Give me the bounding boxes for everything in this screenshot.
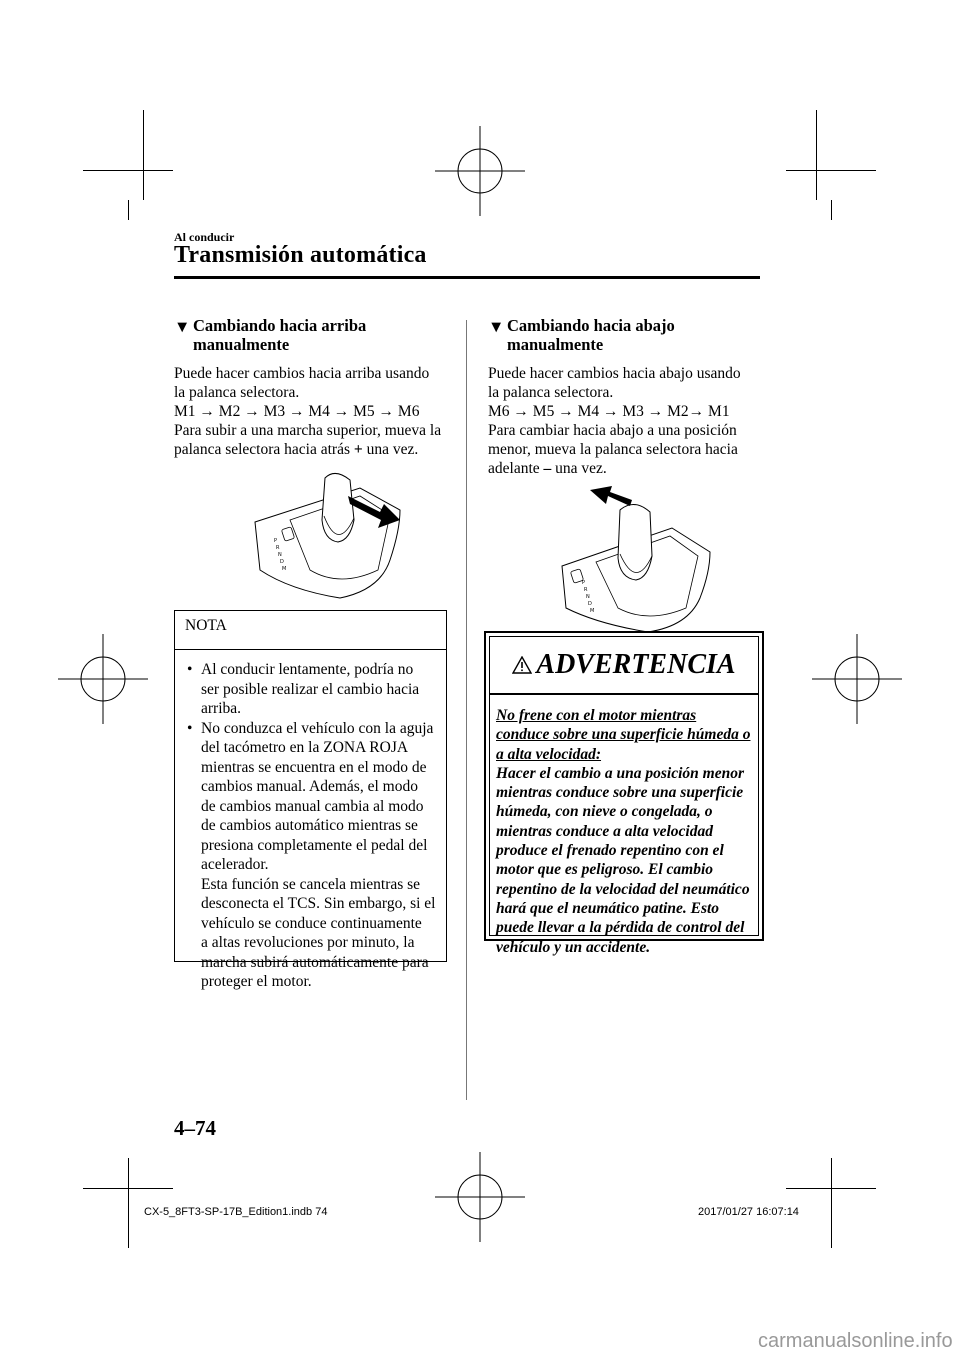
list-item: • No conduzca el vehículo con la aguja del tacómetro en la ZONA ROJA mientras se encuentra en el modo de cambios manual. Además, el modo de cambios manual cambia al modo de cambios automático mientras se presiona completamente el pedal del acelerador. Esta función se cancela mientras se desconecta el TCS. Sin embargo, si el vehículo se conduce continuamente a altas revoluciones por minuto, la marcha subirá automáticamente para proteger el motor. (187, 719, 436, 990)
warning-body: No frene con el motor mientras conduce sobre una superficie húmeda o a alta velocidad: Hacer el cambio a una posición menor mientras conduce sobre una superficie húmeda, con nieve o congelada, o mientras conduce a alta velocidad produce el frenado repentino con el motor que es peligroso. El cambio repentino de la velocidad del neumático hará que el neumático patine. Esto puede llevar a la pérdida de control del vehículo y un accidente. (496, 707, 751, 956)
svg-text:N: N (278, 552, 282, 558)
svg-text:P: P (582, 580, 586, 586)
right-column (488, 316, 768, 478)
triangle-down-icon: ▼ (174, 317, 191, 336)
note-box (174, 610, 447, 990)
list-item: • Al conducir lentamente, podría no ser posible realizar el cambio hacia arriba. (187, 661, 420, 717)
registration-mark-left (58, 634, 148, 724)
shift-down-heading: ▼ Cambiando hacia abajo manualmente (488, 316, 675, 354)
svg-text:M: M (282, 566, 287, 572)
svg-text:P: P (274, 538, 278, 544)
triangle-down-icon: ▼ (488, 317, 505, 336)
warning-title: ADVERTENCIA (536, 649, 736, 680)
gear-sequence: M1 → M2 → M3 → M4 → M5 → M6 (174, 403, 420, 420)
warning-box (484, 631, 764, 956)
page-number: 4–74 (174, 1116, 216, 1140)
registration-mark-top (435, 126, 525, 216)
footer-datetime: 2017/01/27 16:07:14 (698, 1206, 799, 1218)
shift-up-text: Puede hacer cambios hacia arriba usando la palanca selectora. M1 → M2 → M3 → M4 → M5 → M6 Para subir a una marcha superior, mueva la palanca selectora hacia atrás + una vez. (174, 364, 454, 459)
footer-file: CX-5_8FT3-SP-17B_Edition1.indb 74 (144, 1206, 328, 1218)
registration-mark-right (812, 634, 902, 724)
title-rule (174, 276, 760, 279)
gear-sequence: M6 → M5 → M4 → M3 → M2→ M1 (488, 403, 730, 420)
svg-text:R: R (584, 587, 588, 593)
svg-text:M: M (590, 608, 595, 614)
svg-text:D: D (588, 601, 592, 607)
warning-icon (512, 656, 532, 674)
section-label: Al conducir (174, 230, 235, 244)
svg-text:N: N (586, 594, 590, 600)
arrow-forward-icon (590, 486, 632, 506)
watermark: carmanualsonline.info (758, 1330, 953, 1352)
shift-lever-figure-down (560, 486, 730, 634)
plus-icon: + (353, 441, 363, 458)
svg-text:R: R (276, 545, 280, 551)
svg-text:D: D (280, 559, 284, 565)
note-list (175, 650, 446, 992)
registration-mark-bottom (435, 1152, 525, 1242)
column-separator (466, 320, 467, 1100)
shift-lever-figure-up (250, 460, 430, 600)
left-column (174, 316, 454, 459)
warning-header (490, 637, 758, 695)
shift-down-text: Puede hacer cambios hacia abajo usando la palanca selectora. M6 → M5 → M4 → M3 → M2→ M1 Para cambiar hacia abajo a una posición menor, mueva la palanca selectora hacia adelante – una vez. (488, 364, 768, 478)
page-title: Transmisión automática (174, 242, 427, 268)
note-title: NOTA (175, 611, 446, 650)
shift-up-heading: ▼ Cambiando hacia arriba manualmente (174, 316, 367, 354)
minus-icon: – (543, 460, 552, 477)
